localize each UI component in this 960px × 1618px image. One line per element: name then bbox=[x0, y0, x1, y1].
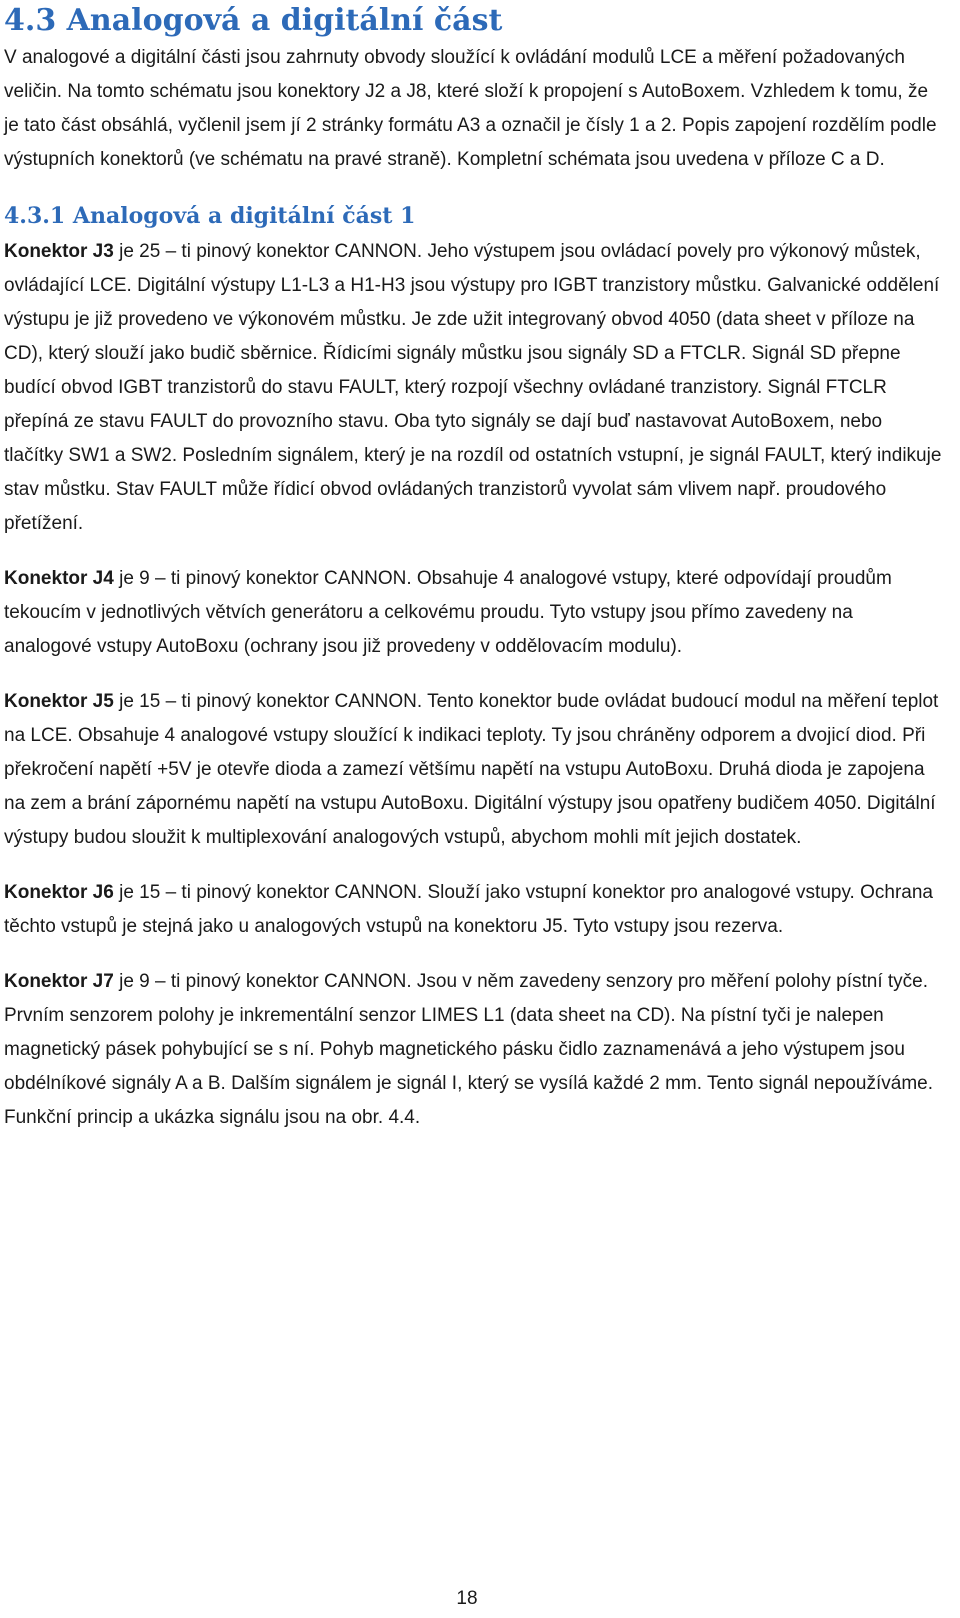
paragraph-text: je 25 – ti pinový konektor CANNON. Jeho výstupem jsou ovládací povely pro výkonový můstek, ovládající LCE. Digitální výstupy L1-L3 a H1-H3 jsou výstupy pro IGBT tranzistory můstku. Galvanické oddělení výstupu je již provedeno ve výkonovém můstku. Je zde užit integrovaný obvod 4050 (data sheet v příloze na CD), který slouží jako budič sběrnice. Řídicími signály můstku jsou signály SD a FTCLR. Signál SD přepne budící obvod IGBT tranzistorů do stavu FAULT, který rozpojí všechny ovládané tranzistory. Signál FTCLR přepíná ze stavu FAULT do provozního stavu. Oba tyto signály se dají buď nastavovat AutoBoxem, nebo tlačítky SW1 a SW2. Posledním signálem, který je na rozdíl od ostatních vstupní, je signál FAULT, který indikuje stav můstku. Stav FAULT může řídicí obvod ovládaných tranzistorů vyvolat sám vlivem např. proudového přetížení. bbox=[4, 241, 942, 534]
document-page bbox=[4, 0, 944, 1135]
paragraph-connector-j7 bbox=[4, 965, 944, 1135]
section-heading bbox=[4, 0, 944, 41]
page-number: 18 bbox=[456, 1588, 478, 1609]
paragraph-text: je 15 – ti pinový konektor CANNON. Slouží jako vstupní konektor pro analogové vstupy. Ochrana těchto vstupů je stejná jako u analogových vstupů na konektoru J5. Tyto vstupy jsou rezerva. bbox=[4, 882, 933, 937]
paragraph-connector-j3 bbox=[4, 235, 944, 541]
subsection-heading bbox=[4, 197, 944, 235]
connector-label: Konektor J6 bbox=[4, 882, 114, 903]
subsection-title: Analogová a digitální část 1 bbox=[72, 203, 416, 229]
connector-label: Konektor J7 bbox=[4, 971, 114, 992]
section-title: Analogová a digitální část bbox=[66, 3, 503, 38]
connector-label: Konektor J3 bbox=[4, 241, 114, 262]
paragraph-connector-j6 bbox=[4, 876, 944, 944]
intro-paragraph: V analogové a digitální části jsou zahrnuty obvody sloužící k ovládání modulů LCE a měření požadovaných veličin. Na tomto schématu jsou konektory J2 a J8, které složí k propojení s AutoBoxem. Vzhledem k tomu, že je tato část obsáhlá, vyčlenil jsem jí 2 stránky formátu A3 a označil je čísly 1 a 2. Popis zapojení rozdělím podle výstupních konektorů (ve schématu na pravé straně). Kompletní schémata jsou uvedena v příloze C a D. bbox=[4, 47, 937, 170]
section-number: 4.3 bbox=[4, 3, 57, 38]
paragraph-connector-j4 bbox=[4, 562, 944, 664]
paragraph-text: je 9 – ti pinový konektor CANNON. Obsahuje 4 analogové vstupy, které odpovídají proudům tekoucím v jednotlivých větvích generátoru a celkovému proudu. Tyto vstupy jsou přímo zavedeny na analogové vstupy AutoBoxu (ochrany jsou již provedeny v oddělovacím modulu). bbox=[4, 568, 892, 657]
connector-label: Konektor J5 bbox=[4, 691, 114, 712]
paragraph-text: je 15 – ti pinový konektor CANNON. Tento konektor bude ovládat budoucí modul na měření teplot na LCE. Obsahuje 4 analogové vstupy sloužící k indikaci teploty. Ty jsou chráněny odporem a dvojicí diod. Při překročení napětí +5V je otevře dioda a zamezí většímu napětí na vstupu AutoBoxu. Druhá dioda je zapojena na zem a brání zápornému napětí na vstupu AutoBoxu. Digitální výstupy jsou opatřeny budičem 4050. Digitální výstupy budou sloužit k multiplexování analogových vstupů, abychom mohli mít jejich dostatek. bbox=[4, 691, 939, 848]
paragraph-connector-j5 bbox=[4, 685, 944, 855]
subsection-number: 4.3.1 bbox=[4, 203, 66, 229]
paragraph-text: je 9 – ti pinový konektor CANNON. Jsou v něm zavedeny senzory pro měření polohy pístní tyče. Prvním senzorem polohy je inkrementální senzor LIMES L1 (data sheet na CD). Na pístní tyči je nalepen magnetický pásek pohybující se s ní. Pohyb magnetického pásku čidlo zaznamenává a jeho výstupem jsou obdélníkové signály A a B. Dalším signálem je signál I, který se vysílá každé 2 mm. Tento signál nepoužíváme. Funkční princip a ukázka signálu jsou na obr. 4.4. bbox=[4, 971, 934, 1128]
connector-label: Konektor J4 bbox=[4, 568, 114, 589]
